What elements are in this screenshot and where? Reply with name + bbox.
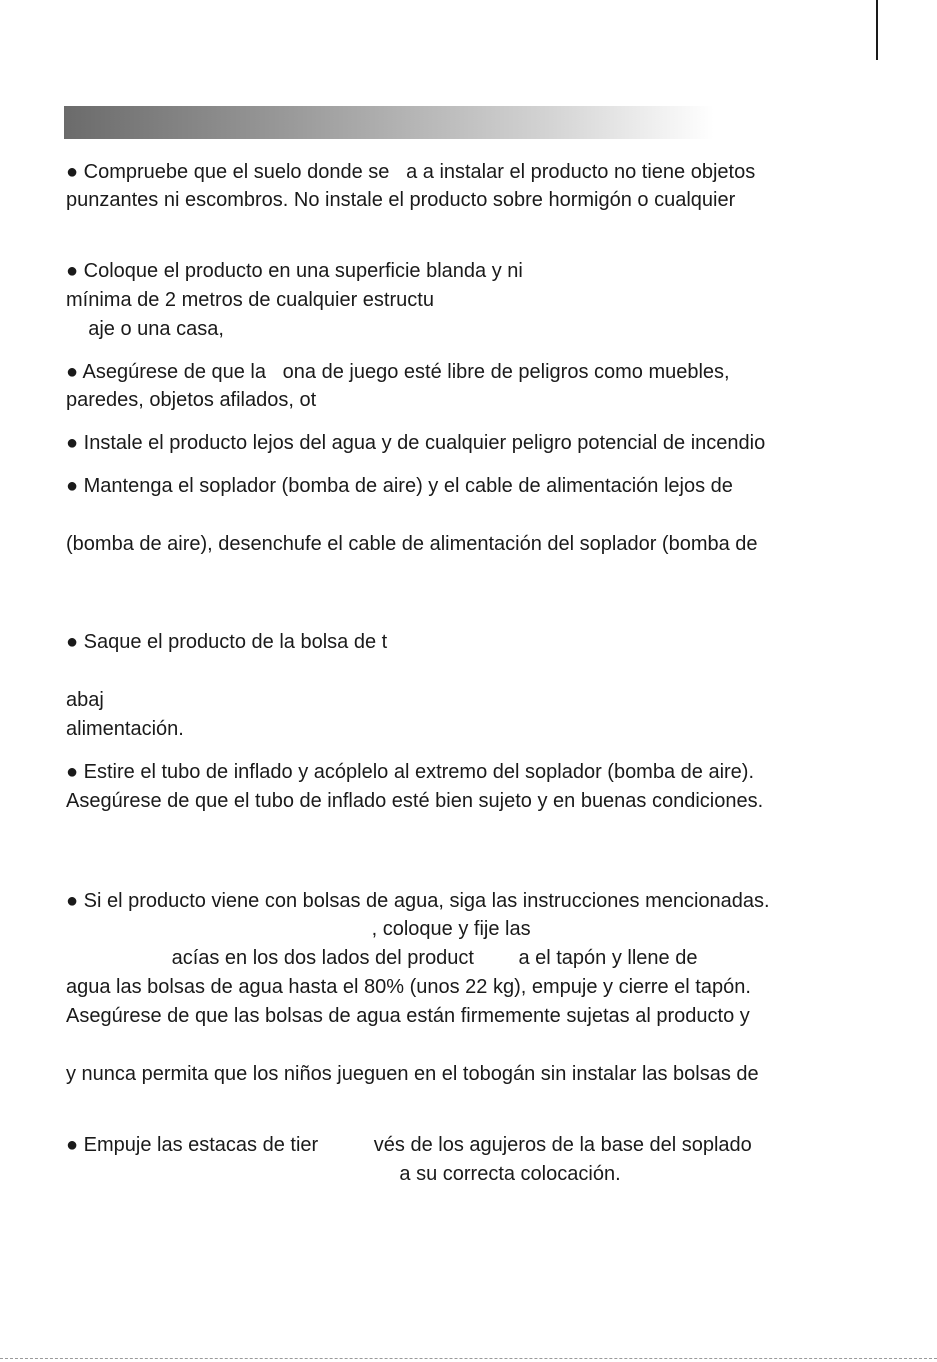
text-line: Asegúrese de que las bolsas de agua están firmemente sujetas al producto y (66, 1005, 750, 1027)
text-line: ● Instale el producto lejos del agua y de cualquier peligro potencial de incendio (66, 432, 766, 454)
page-bottom-border (0, 1358, 937, 1359)
text-line: ● Empuje las estacas de tier vés de los agujeros de la base del soplado (66, 1134, 752, 1156)
text-line: mínima de 2 metros de cualquier estructu (66, 289, 434, 311)
text-line: alimentación. (66, 718, 184, 740)
text-line: ● Mantenga el soplador (bomba de aire) y el cable de alimentación lejos de (66, 475, 733, 497)
text-line: punzantes ni escombros. No instale el producto sobre hormigón o cualquier (66, 189, 736, 211)
text-line: abaj (66, 689, 104, 711)
text-line: (bomba de aire), desenchufe el cable de alimentación del soplador (bomba de (66, 533, 758, 555)
text-line: acías en los dos lados del product a el tapón y llene de (66, 947, 698, 969)
text-line: paredes, objetos afilados, ot (66, 389, 317, 411)
text-line: a su correcta colocación. (66, 1163, 621, 1185)
text-line: Asegúrese de que el tubo de inflado esté bien sujeto y en buenas condiciones. (66, 790, 764, 812)
text-line: aje o una casa, (66, 318, 224, 340)
text-line: ● Asegúrese de que la ona de juego esté libre de peligros como muebles, (66, 361, 730, 383)
text-line: ● Si el producto viene con bolsas de agua, siga las instrucciones mencionadas. (66, 890, 770, 912)
text-line: ● Saque el producto de la bolsa de t (66, 631, 388, 653)
text-line: ● Coloque el producto en una superficie blanda y ni (66, 260, 523, 282)
page-edge-rule (876, 0, 878, 60)
text-line: y nunca permita que los niños jueguen en el tobogán sin instalar las bolsas de (66, 1063, 759, 1085)
text-line: ● Compruebe que el suelo donde se a a instalar el producto no tiene objetos (66, 161, 756, 183)
section-header-band (64, 106, 714, 139)
text-line: , coloque y fije las (66, 918, 531, 940)
text-line: agua las bolsas de agua hasta el 80% (unos 22 kg), empuje y cierre el tapón. (66, 976, 751, 998)
text-line: ● Estire el tubo de inflado y acóplelo al extremo del soplador (bomba de aire). (66, 761, 755, 783)
